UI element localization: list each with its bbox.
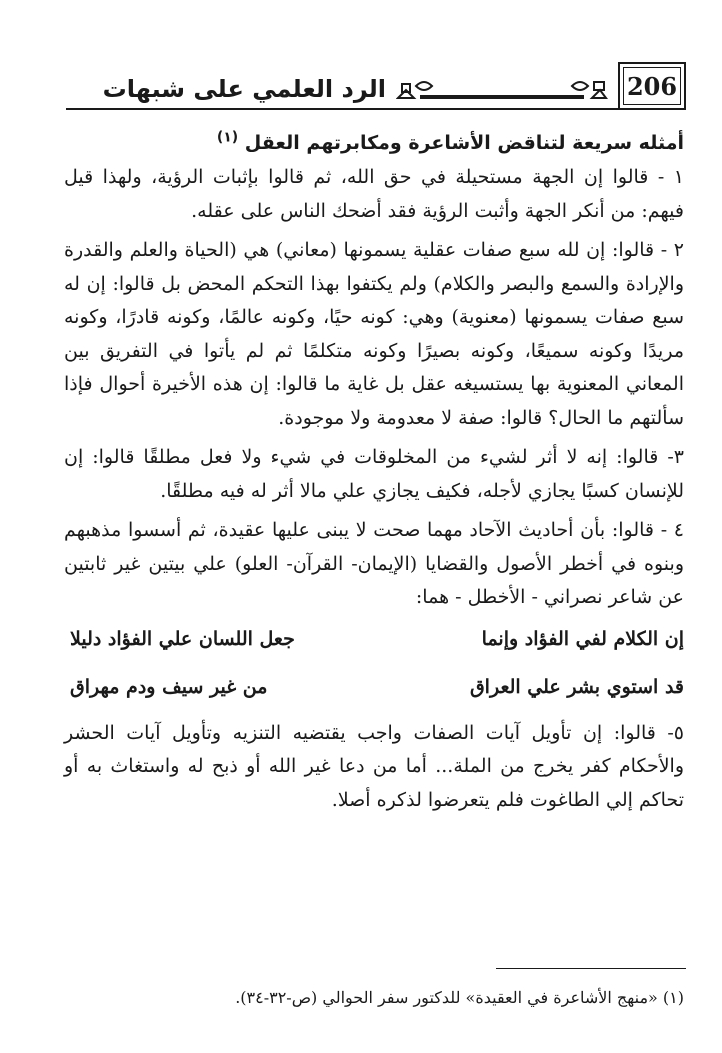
- item-number: ٢ -: [660, 239, 684, 261]
- footnote-divider: [496, 968, 686, 969]
- item-number: ٥-: [667, 721, 684, 744]
- page-body: [64, 125, 684, 817]
- section-heading-text: أمثله سريعة لتناقض الأشاعرة ومكابرتهم العقل: [244, 132, 684, 154]
- verse-hemistich-second: جعل اللسان علي الفؤاد دليلا: [70, 627, 295, 650]
- verse-hemistich-first: إن الكلام لفي الفؤاد وإنما: [481, 627, 684, 650]
- page-number-box: [618, 62, 686, 110]
- poem-verse-2: [64, 663, 684, 711]
- list-item-1: [64, 161, 684, 228]
- list-item-3: [64, 441, 684, 508]
- list-item-2: [64, 234, 684, 435]
- item-number: ٤ -: [660, 519, 685, 541]
- verse-hemistich-second: من غير سيف ودم مهراق: [70, 675, 268, 698]
- poem-verse-1: [64, 615, 684, 663]
- verse-hemistich-first: قد استوي بشر علي العراق: [469, 675, 684, 698]
- item-text: قالوا: إن لله سبع صفات عقلية يسمونها (معاني) هي (الحياة والعلم والقدرة والإرادة والسمع والبصر والكلام) ولم يكتفوا بهذا التحكم المحض بل قالوا: إن له سبع صفات يسمونها (معنوية) وهي: كونه حيًا، وكونه عالمًا، وكونه قادرًا، وكونه مريدًا وكونه سميعًا، وكونه بصيرًا وكونه متكلمًا ثم لم يأتوا في التفريق بين المعاني المعنوية بها يستسيغه عقل بل غاية ما قالوا: إن هذه الأخيرة أحوال فإذا سألتهم ما الحال؟ قالوا: صفة لا معدومة ولا موجودة.: [64, 239, 684, 429]
- section-heading: [64, 125, 684, 161]
- footnote: [60, 986, 684, 1010]
- footnote-mark: (١): [662, 988, 684, 1007]
- header-ornament: [396, 76, 608, 102]
- item-text: قالوا: إن تأويل آيات الصفات واجب يقتضيه التنزيه وتأويل آيات الحشر والأحكام كفر يخرج من الملة... أما من دعا غير الله أو ذبح له واستغاث به أو تحاكم إلي الطاغوت فلم يتعرضوا لذكره أصلا.: [64, 721, 684, 811]
- item-text: قالوا: إنه لا أثر لشيء من المخلوقات في شيء ولا فعل مطلقًا قالوا: إن للإنسان كسبًا يجازي لأجله، فكيف يجازي علي مالا أثر له فيه مطلقًا.: [64, 446, 684, 502]
- book-title-text: الرد العلمي على شبهات: [102, 75, 386, 103]
- page-header: [56, 62, 686, 116]
- item-number: ١ -: [657, 166, 684, 188]
- page-number: 206: [626, 72, 678, 101]
- section-footnote-mark: (١): [216, 129, 239, 146]
- item-text: قالوا إن الجهة مستحيلة في حق الله، ثم قالوا بإثبات الرؤية، ولهذا قيل فيهم: من أنكر الجهة وأثبت الرؤية فقد أضحك الناس على عقله.: [64, 166, 684, 222]
- list-item-4: [64, 514, 684, 615]
- item-text: قالوا: بأن أحاديث الآحاد مهما صحت لا يبنى عليها عقيدة، ثم أسسوا مذهبهم وبنوه في أخطر الأصول والقضايا (الإيمان- القرآن- العلو) علي بيتين غير ثابتين عن شاعر نصراني - الأخطل - هما:: [64, 519, 684, 608]
- item-number: ٣-: [667, 446, 684, 468]
- footnote-text: «منهج الأشاعرة في العقيدة» للدكتور سفر الحوالي (ص-٣٢-٣٤).: [235, 988, 658, 1007]
- list-item-5: [64, 717, 684, 818]
